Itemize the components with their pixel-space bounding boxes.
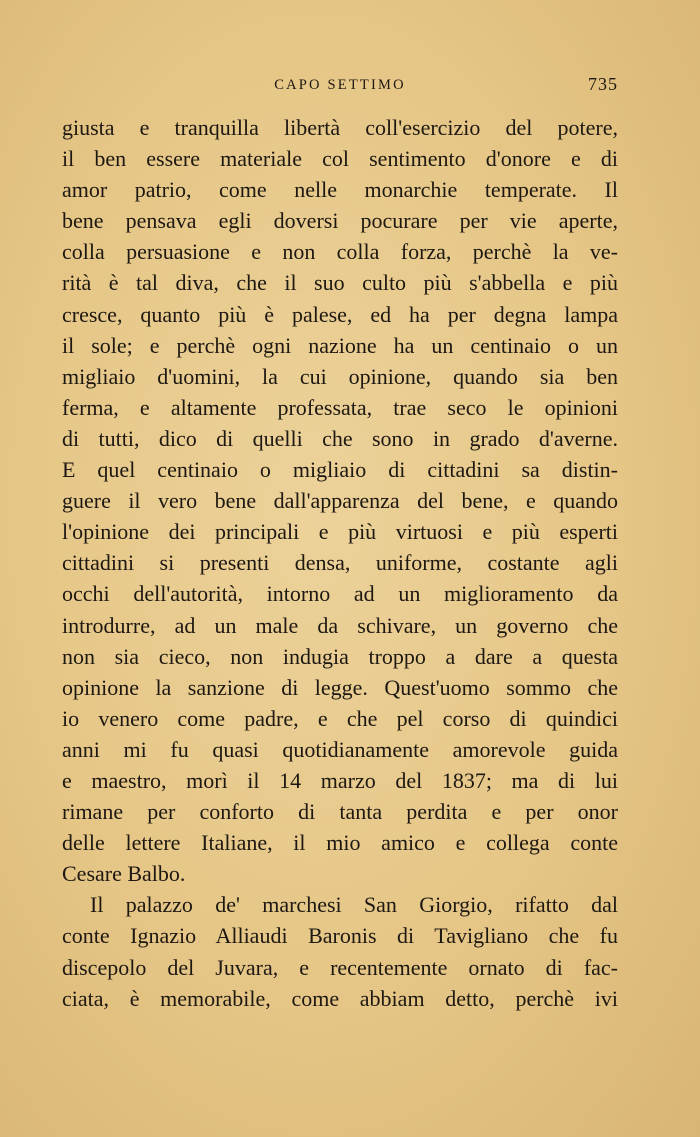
text-line: rimane per conforto di tanta perdita e per onor xyxy=(62,799,618,825)
text-line: anni mi fu quasi quotidianamente amorevole guida xyxy=(62,736,618,762)
running-head: CAPO SETTIMO xyxy=(274,77,406,93)
text-line: E quel centinaio o migliaio di cittadini sa distin- xyxy=(62,457,618,483)
text-line: il sole; e perchè ogni nazione ha un centinaio o un xyxy=(62,332,618,358)
text-line: guere il vero bene dall'apparenza del bene, e quando xyxy=(62,488,618,514)
text-line: io venero come padre, e che pel corso di quindici xyxy=(62,705,618,731)
text-line: cittadini si presenti densa, uniforme, costante agli xyxy=(62,550,618,576)
text-line: delle lettere Italiane, il mio amico e collega conte xyxy=(62,830,618,856)
text-line: amor patrio, come nelle monarchie temperate. Il xyxy=(62,177,618,203)
text-line: cresce, quanto più è palese, ed ha per degna lampa xyxy=(62,301,618,327)
text-line: di tutti, dico di quelli che sono in grado d'averne. xyxy=(62,425,618,451)
page-number: 735 xyxy=(588,74,618,94)
text-line: il ben essere materiale col sentimento d'onore e di xyxy=(62,146,618,172)
text-line: opinione la sanzione di legge. Quest'uomo sommo che xyxy=(62,674,618,700)
page-header xyxy=(62,74,618,98)
paragraph-end-line: Cesare Balbo. xyxy=(62,861,186,887)
text-line: giusta e tranquilla libertà coll'esercizio del potere, xyxy=(62,115,618,140)
text-line: rità è tal diva, che il suo culto più s'abbella e più xyxy=(62,270,618,296)
text-line: l'opinione dei principali e più virtuosi e più esperti xyxy=(62,519,618,545)
text-line: ciata, è memorabile, come abbiam detto, perchè ivi xyxy=(62,985,618,1011)
paragraph-start-line: Il palazzo de' marchesi San Giorgio, rifatto dal xyxy=(90,892,618,918)
text-line: discepolo del Juvara, e recentemente ornato di fac- xyxy=(62,954,618,980)
text-line: migliaio d'uomini, la cui opinione, quando sia ben xyxy=(62,363,618,389)
body-text xyxy=(62,112,618,1014)
text-line: conte Ignazio Alliaudi Baronis di Tavigliano che fu xyxy=(62,923,618,949)
text-line: e maestro, morì il 14 marzo del 1837; ma di lui xyxy=(62,767,618,793)
text-line: ferma, e altamente professata, trae seco le opinioni xyxy=(62,394,618,420)
text-line: bene pensava egli doversi pocurare per vie aperte, xyxy=(62,208,618,234)
text-line: colla persuasione e non colla forza, perchè la ve- xyxy=(62,239,618,265)
text-line: introdurre, ad un male da schivare, un governo che xyxy=(62,612,618,638)
text-line: non sia cieco, non indugia troppo a dare a questa xyxy=(62,643,618,669)
text-line: occhi dell'autorità, intorno ad un miglioramento da xyxy=(62,581,618,607)
